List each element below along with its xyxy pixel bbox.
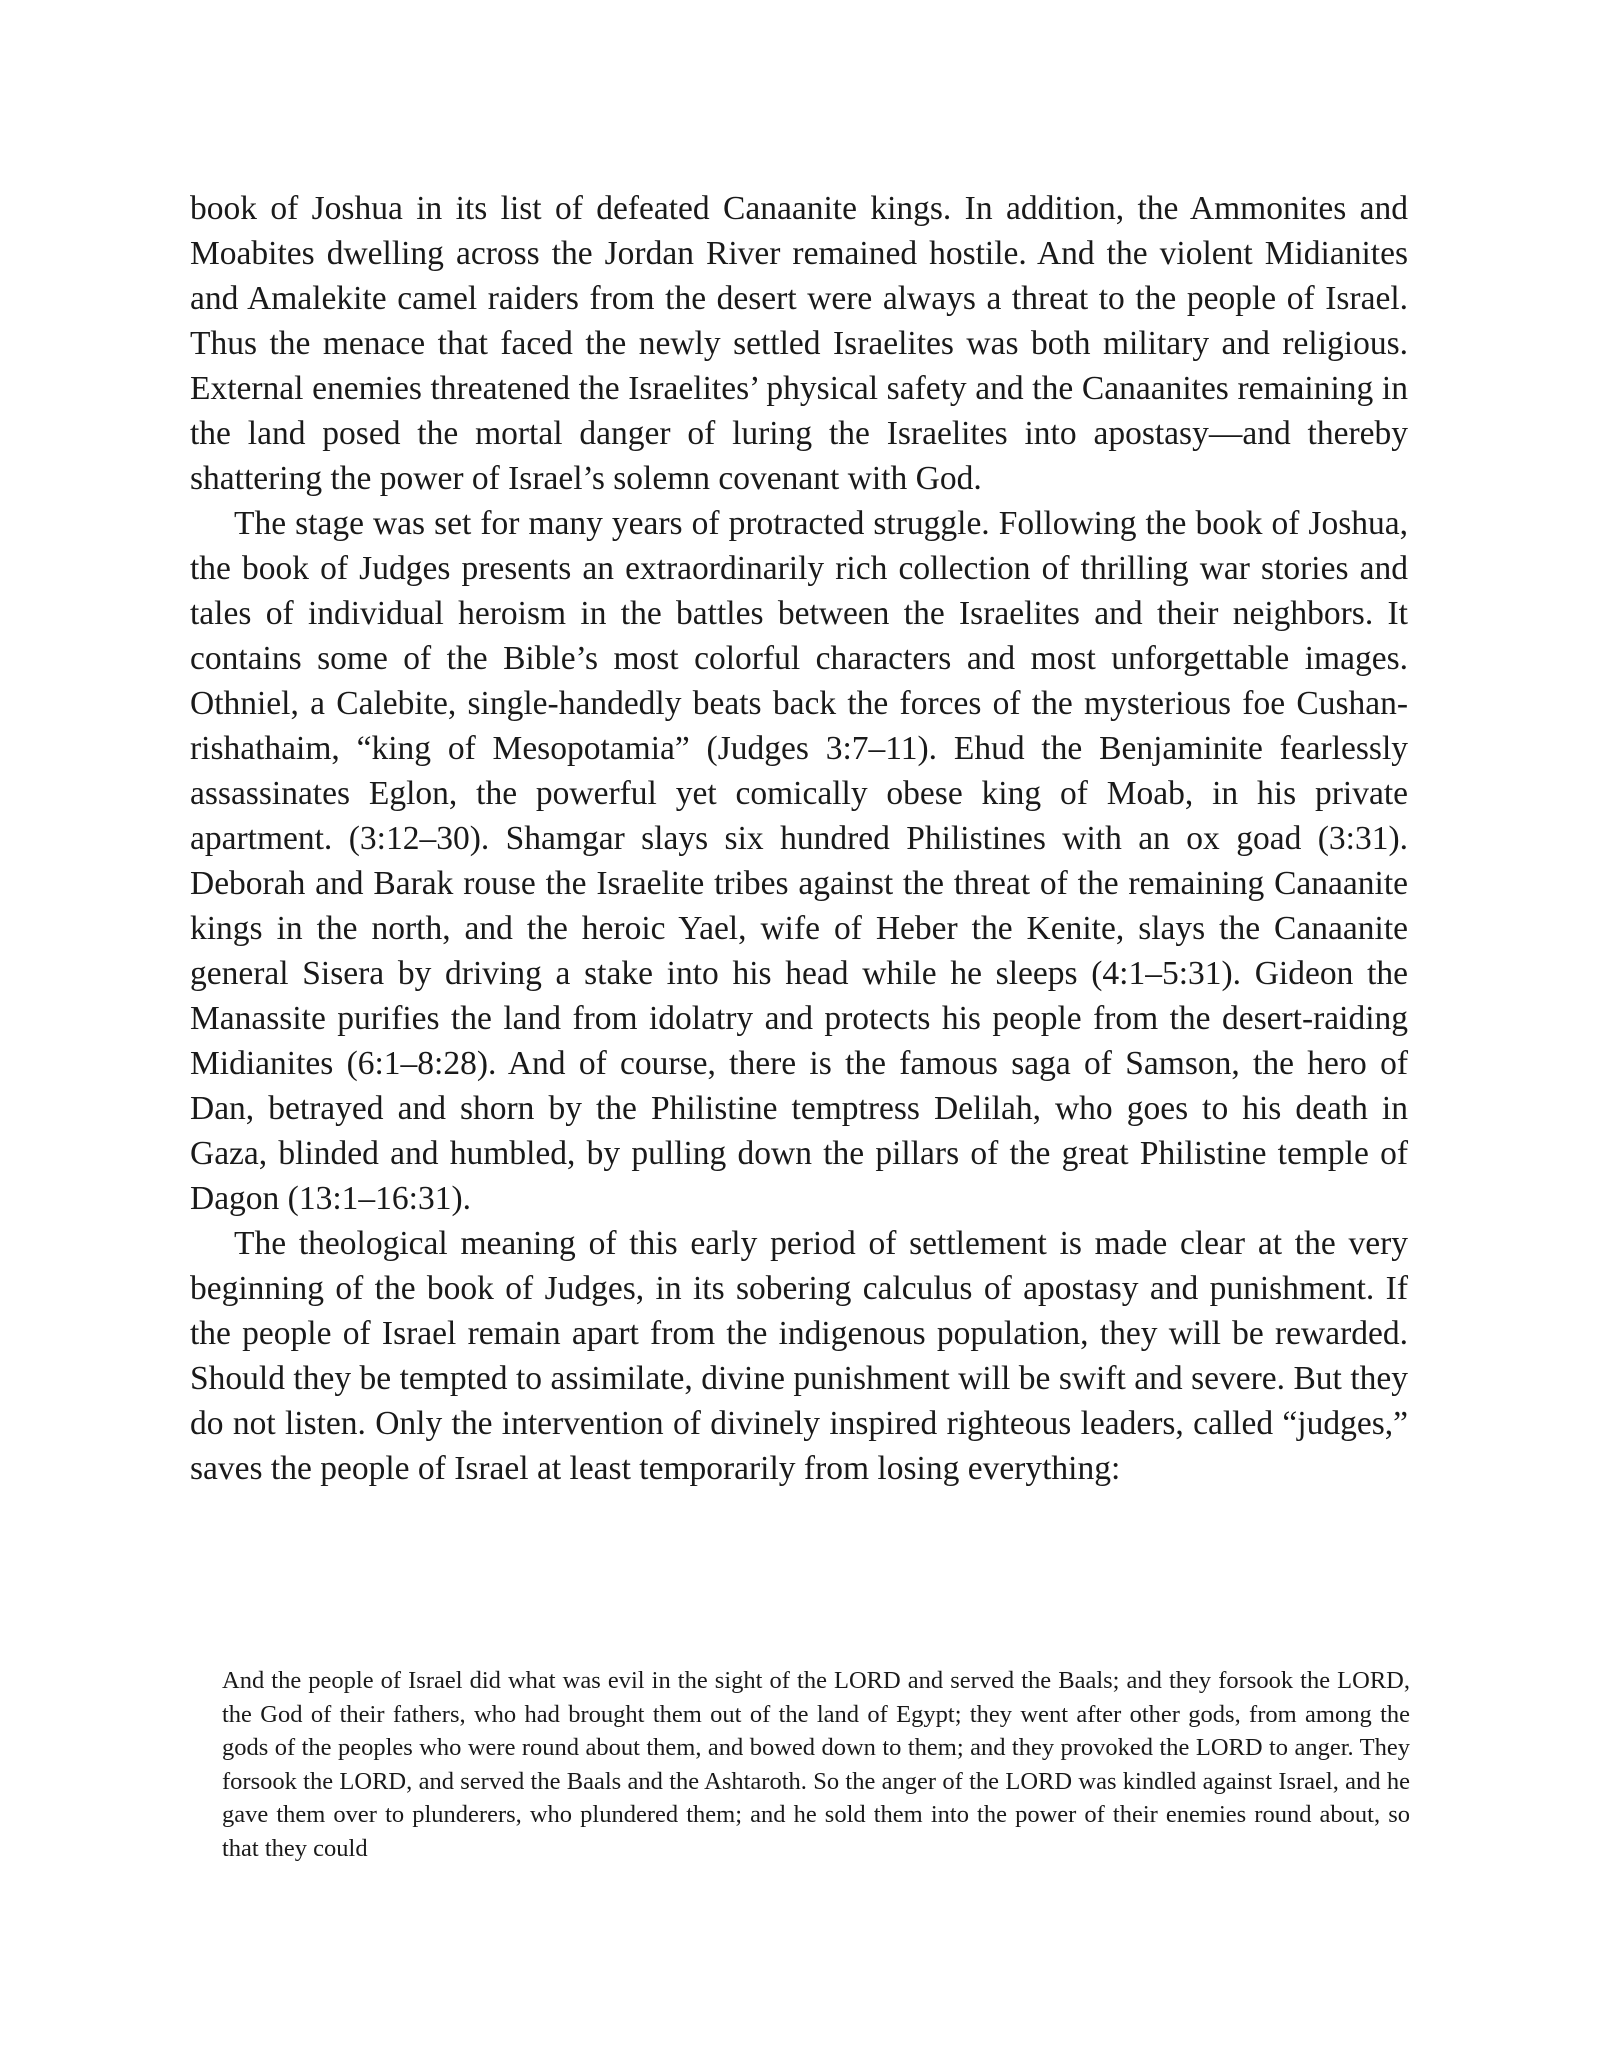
block-quote: And the people of Israel did what was evil in the sight of the LORD and served the Baals; and they forsook the LORD, the God of their fathers, who had brought them out of the land of Egypt; they went after other gods, from among the gods of the peoples who were round about them, and bowed down to them; and they provoked the LORD to anger. They forsook the LORD, and served the Baals and the Ashtaroth. So the anger of the LORD was kindled against Israel, and he gave them over to plunderers, who plundered them; and he sold them into the power of their enemies round about, so that they could	[222, 1667, 1410, 1862]
page-body	[190, 186, 1410, 1862]
paragraph-3: The theological meaning of this early period of settlement is made clear at the very beginning of the book of Judges, in its sobering calculus of apostasy and punishment. If the people of Israel remain apart from the indigenous population, they will be rewarded. Should they be tempted to assimilate, divine punishment will be swift and severe. But they do not listen. Only the intervention of divinely inspired righteous leaders, called “judges,” saves the people of Israel at least temporarily from losing everything:	[190, 1225, 1408, 1487]
paragraph-1: book of Joshua in its list of defeated Canaanite kings. In addition, the Ammonites and Moabites dwelling across the Jordan River remained hostile. And the violent Midianites and Amalekite camel raiders from the desert were always a threat to the people of Israel. Thus the menace that faced the newly settled Israelites was both military and religious. External enemies threatened the Israelites’ physical safety and the Canaanites remaining in the land posed the mortal danger of luring the Israelites into apostasy—and thereby shattering the power of Israel’s solemn covenant with God.	[190, 190, 1408, 497]
paragraph-2: The stage was set for many years of protracted struggle. Following the book of Joshua, the book of Judges presents an extraordinarily rich collection of thrilling war stories and tales of individual heroism in the battles between the Israelites and their neighbors. It contains some of the Bible’s most colorful characters and most unforgettable images. Othniel, a Calebite, single-handedly beats back the forces of the mysterious foe Cushan-rishathaim, “king of Mesopotamia” (Judges 3:7–11). Ehud the Benjaminite fearlessly assassinates Eglon, the powerful yet comically obese king of Moab, in his private apartment. (3:12–30). Shamgar slays six hundred Philistines with an ox goad (3:31). Deborah and Barak rouse the Israelite tribes against the threat of the remaining Canaanite kings in the north, and the heroic Yael, wife of Heber the Kenite, slays the Canaanite general Sisera by driving a stake into his head while he sleeps (4:1–5:31). Gideon the Manassite purifies the land from idolatry and protects his people from the desert-raiding Midianites (6:1–8:28). And of course, there is the famous saga of Samson, the hero of Dan, betrayed and shorn by the Philistine temptress Delilah, who goes to his death in Gaza, blinded and humbled, by pulling down the pillars of the great Philistine temple of Dagon (13:1–16:31).	[190, 505, 1408, 1217]
